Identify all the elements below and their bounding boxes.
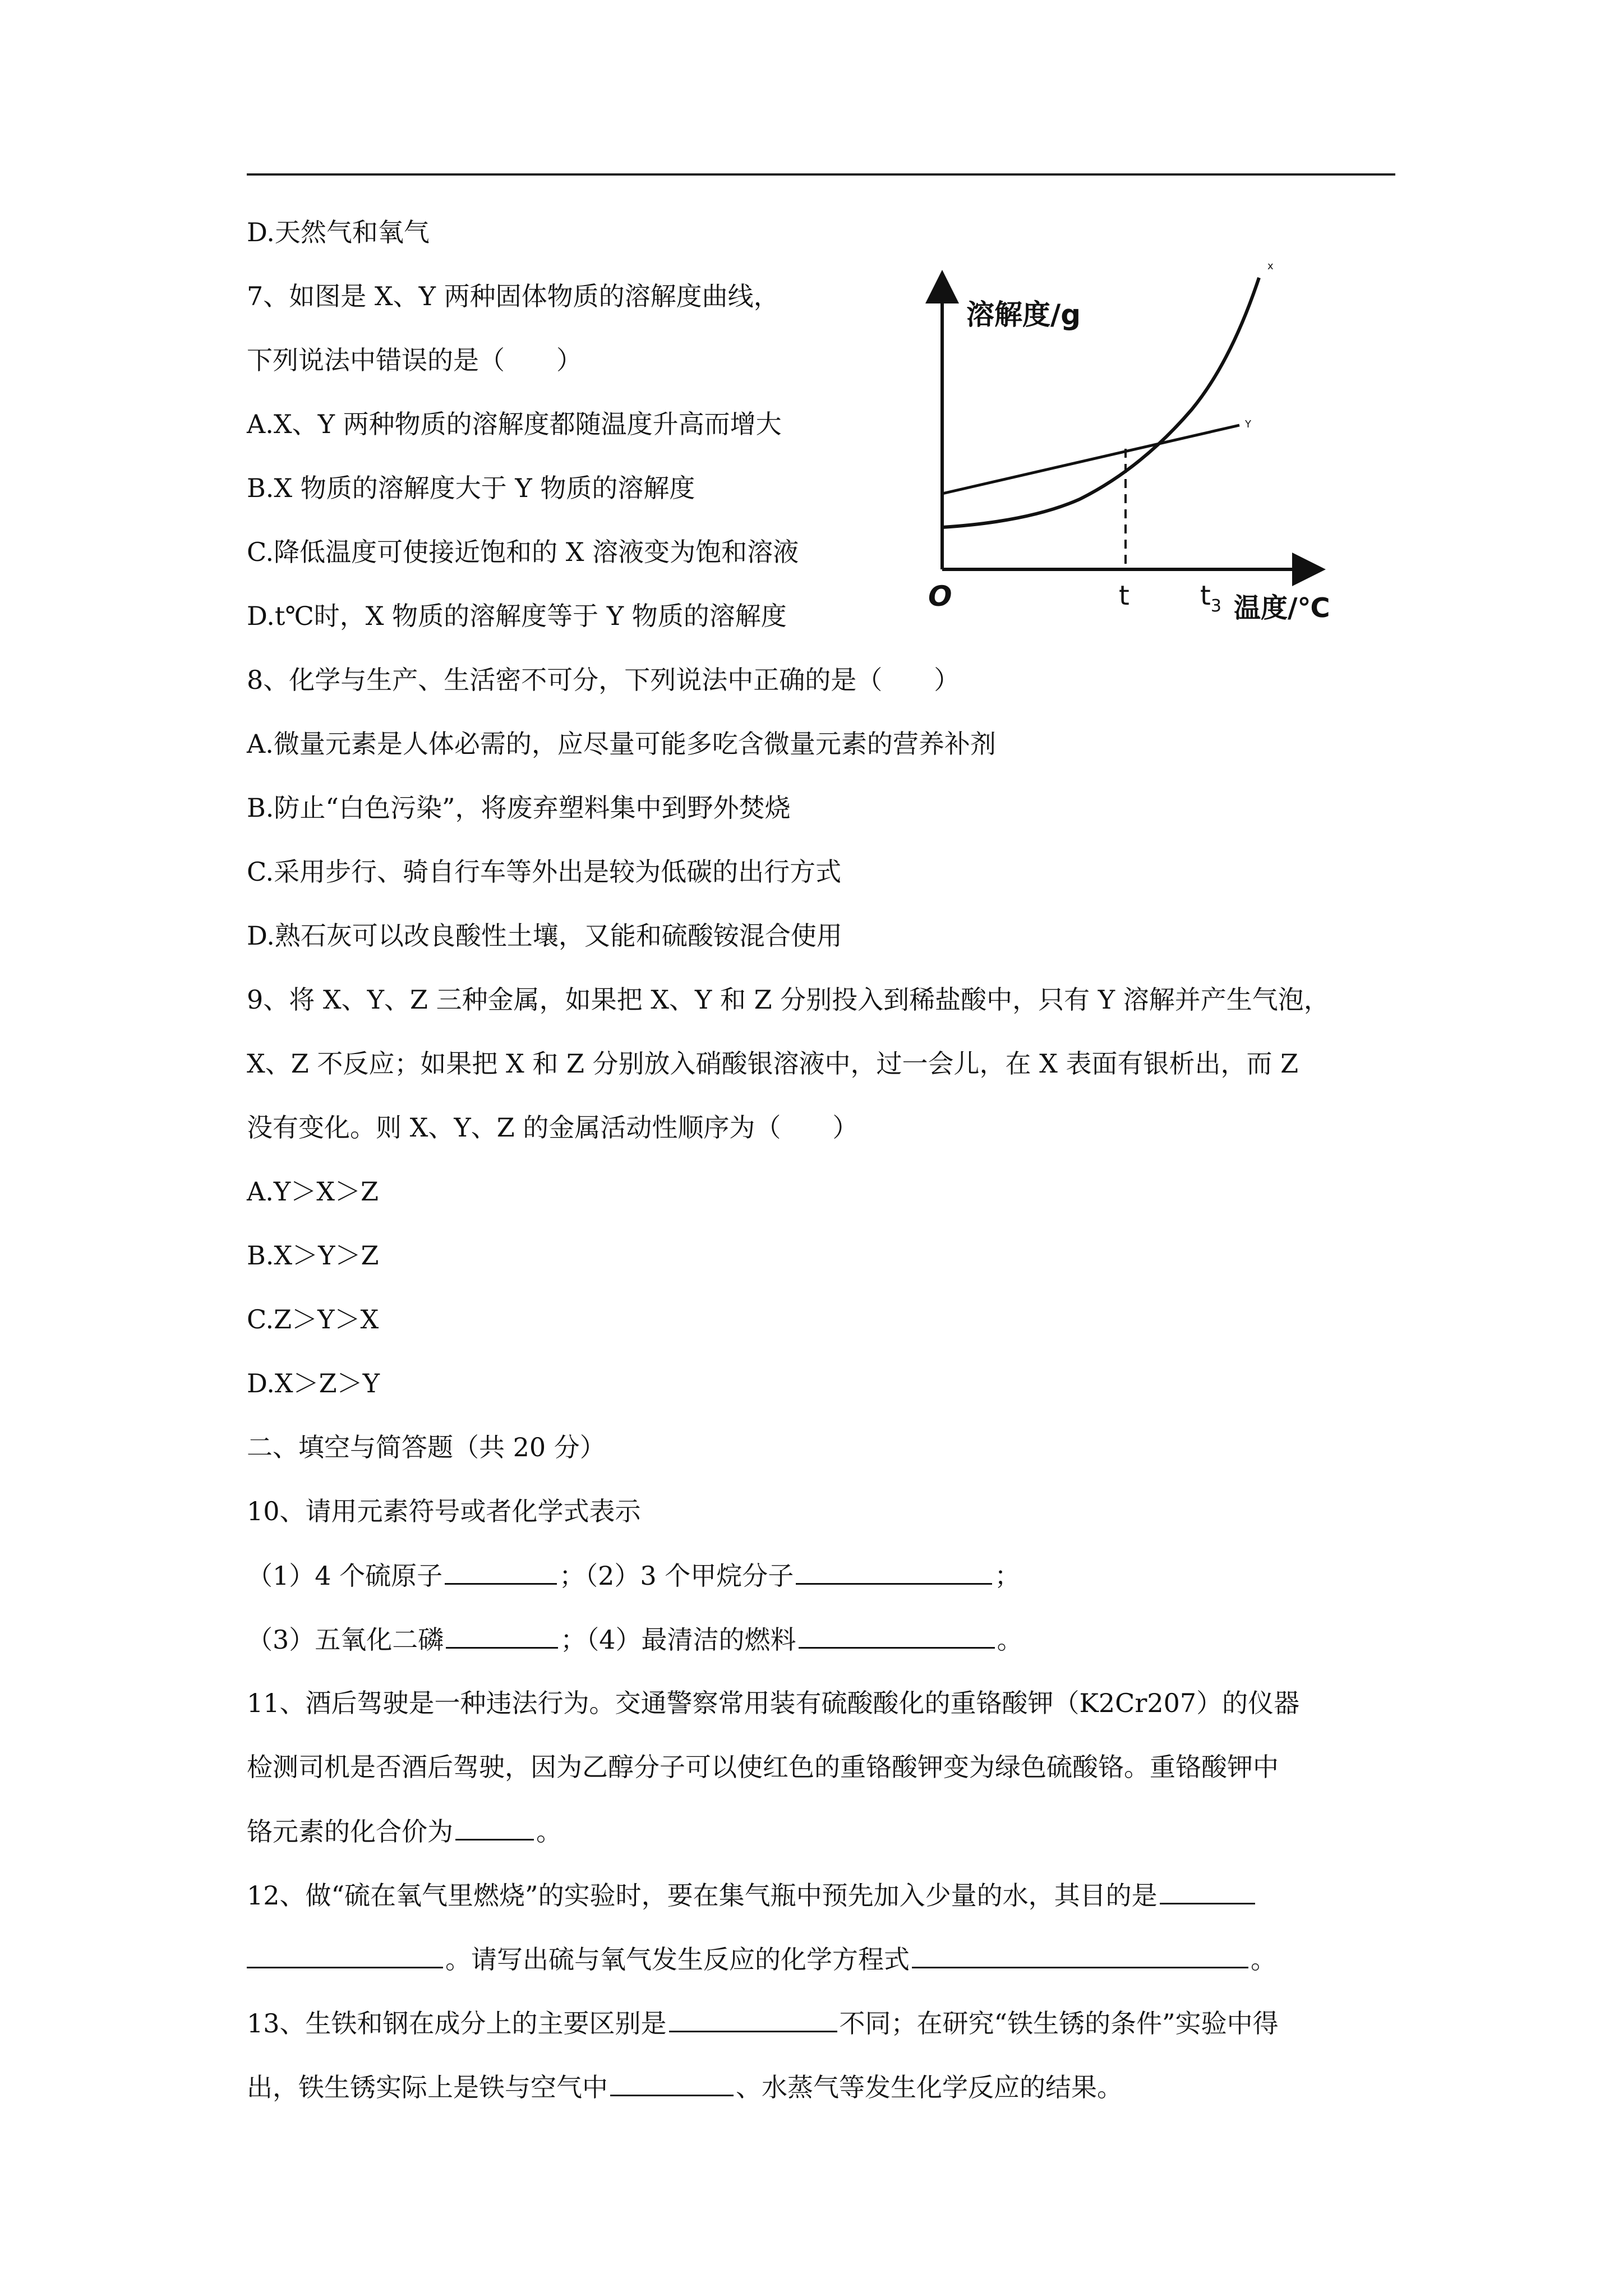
q11-stem-1: 11、酒后驾驶是一种违法行为。交通警察常用装有硫酸酸化的重铬酸钾（K2Cr207）的仪器 xyxy=(247,1688,1300,1718)
q7-stem-1: 7、如图是 X、Y 两种固体物质的溶解度曲线， xyxy=(247,281,780,311)
q10-line-1 xyxy=(247,1558,1020,1593)
q9-option-c: C.Z＞Y＞X xyxy=(247,1304,379,1335)
q9-stem-1: 9、将 X、Y、Z 三种金属，如果把 X、Y 和 Z 分别投入到稀盐酸中，只有 Y 溶解并产生气泡， xyxy=(247,984,1330,1015)
q13-line-1 xyxy=(247,2006,1279,2040)
q13-part-c: 出，铁生锈实际上是铁与空气中 xyxy=(247,2072,608,2102)
q7-option-a: A.X、Y 两种物质的溶解度都随温度升高而增大 xyxy=(247,409,782,439)
q7-option-d: D.t℃时，X 物质的溶解度等于 Y 物质的溶解度 xyxy=(247,601,787,631)
q10-part-1: （1）4 个硫原子 xyxy=(247,1561,443,1591)
header-rule xyxy=(247,173,1395,176)
q9-option-b: B.X＞Y＞Z xyxy=(247,1240,379,1271)
q10-blank-4[interactable] xyxy=(799,1622,995,1649)
q8-option-b: B.防止“白色污染”，将废弃塑料集中到野外焚烧 xyxy=(247,793,791,823)
q10-part-3: ； xyxy=(994,1561,1021,1591)
q9-stem-2: X、Z 不反应；如果把 X 和 Z 分别放入硝酸银溶液中，过一会儿，在 X 表面有银析出，而 Z xyxy=(247,1048,1299,1079)
q8-option-d: D.熟石灰可以改良酸性土壤，又能和硫酸铵混合使用 xyxy=(247,921,842,951)
q13-part-a: 13、生铁和钢在成分上的主要区别是 xyxy=(247,2008,667,2039)
q12-part-c: 。 xyxy=(1251,1944,1276,1975)
curve-x-label: x xyxy=(1267,260,1274,272)
section-two-title: 二、填空与简答题（共 20 分） xyxy=(247,1432,606,1462)
q13-part-d: 、水蒸气等发生化学反应的结果。 xyxy=(736,2072,1123,2102)
q13-line-2 xyxy=(247,2070,1123,2104)
q8-option-c: C.采用步行、骑自行车等外出是较为低碳的出行方式 xyxy=(247,857,842,887)
x-axis-label: 温度/℃ xyxy=(1234,592,1330,624)
q12-blank-1a[interactable] xyxy=(1160,1878,1255,1904)
q10-blank-2[interactable] xyxy=(796,1558,992,1585)
q7-option-c: C.降低温度可使接近饱和的 X 溶液变为饱和溶液 xyxy=(247,537,799,567)
q11-part-b: 。 xyxy=(536,1816,562,1847)
q10-part-4: （3）五氧化二磷 xyxy=(247,1625,444,1655)
q10-blank-3[interactable] xyxy=(446,1622,558,1649)
q9-stem-3: 没有变化。则 X、Y、Z 的金属活动性顺序为（ ） xyxy=(247,1112,859,1143)
q10-part-5: ；（4）最清洁的燃料 xyxy=(560,1625,796,1655)
q10-stem: 10、请用元素符号或者化学式表示 xyxy=(247,1496,641,1526)
q9-option-a: A.Y＞X＞Z xyxy=(247,1176,379,1207)
q7-option-b: B.X 物质的溶解度大于 Y 物质的溶解度 xyxy=(247,473,695,503)
q11-blank[interactable] xyxy=(455,1814,534,1841)
curve-y xyxy=(942,425,1239,494)
q10-part-6: 。 xyxy=(997,1625,1023,1655)
solubility-curve-figure xyxy=(872,247,1377,639)
q8-stem: 8、化学与生产、生活密不可分，下列说法中正确的是（ ） xyxy=(247,665,960,695)
q10-part-2: ；（2）3 个甲烷分子 xyxy=(559,1561,794,1591)
q6-option-d: D.天然气和氧气 xyxy=(247,217,430,247)
q12-blank-2[interactable] xyxy=(912,1942,1248,1968)
curve-y-label: Y xyxy=(1245,418,1251,430)
q10-blank-1[interactable] xyxy=(445,1558,557,1585)
q8-option-a: A.微量元素是人体必需的，应尽量可能多吃含微量元素的营养补剂 xyxy=(247,729,996,759)
q7-stem-2: 下列说法中错误的是（ ） xyxy=(247,345,582,375)
y-axis-label: 溶解度/g xyxy=(966,298,1081,331)
q12-line-2 xyxy=(247,1942,1276,1976)
q12-line-1 xyxy=(247,1878,1257,1912)
q11-stem-2: 检测司机是否酒后驾驶，因为乙醇分子可以使红色的重铬酸钾变为绿色硫酸铬。重铬酸钾中 xyxy=(247,1752,1279,1782)
q9-option-d: D.X＞Z＞Y xyxy=(247,1368,380,1398)
q12-part-a: 12、做“硫在氧气里燃烧”的实验时，要在集气瓶中预先加入少量的水，其目的是 xyxy=(247,1880,1158,1911)
tick-t-label: t xyxy=(1119,580,1129,611)
q13-blank-1[interactable] xyxy=(669,2006,837,2032)
q11-line-3 xyxy=(247,1814,562,1848)
origin-label: O xyxy=(928,580,952,613)
q13-part-b: 不同；在研究“铁生锈的条件”实验中得 xyxy=(839,2008,1279,2039)
q10-line-2 xyxy=(247,1622,1023,1657)
tick-t3-base: t xyxy=(1200,580,1211,611)
tick-t3-subscript: 3 xyxy=(1210,596,1221,616)
q11-part-a: 铬元素的化合价为 xyxy=(247,1816,453,1847)
q12-part-b: 。请写出硫与氧气发生反应的化学方程式 xyxy=(445,1944,910,1975)
q13-blank-2[interactable] xyxy=(610,2070,734,2096)
tick-t3-label xyxy=(1200,580,1221,616)
q12-blank-1b[interactable] xyxy=(247,1942,443,1968)
